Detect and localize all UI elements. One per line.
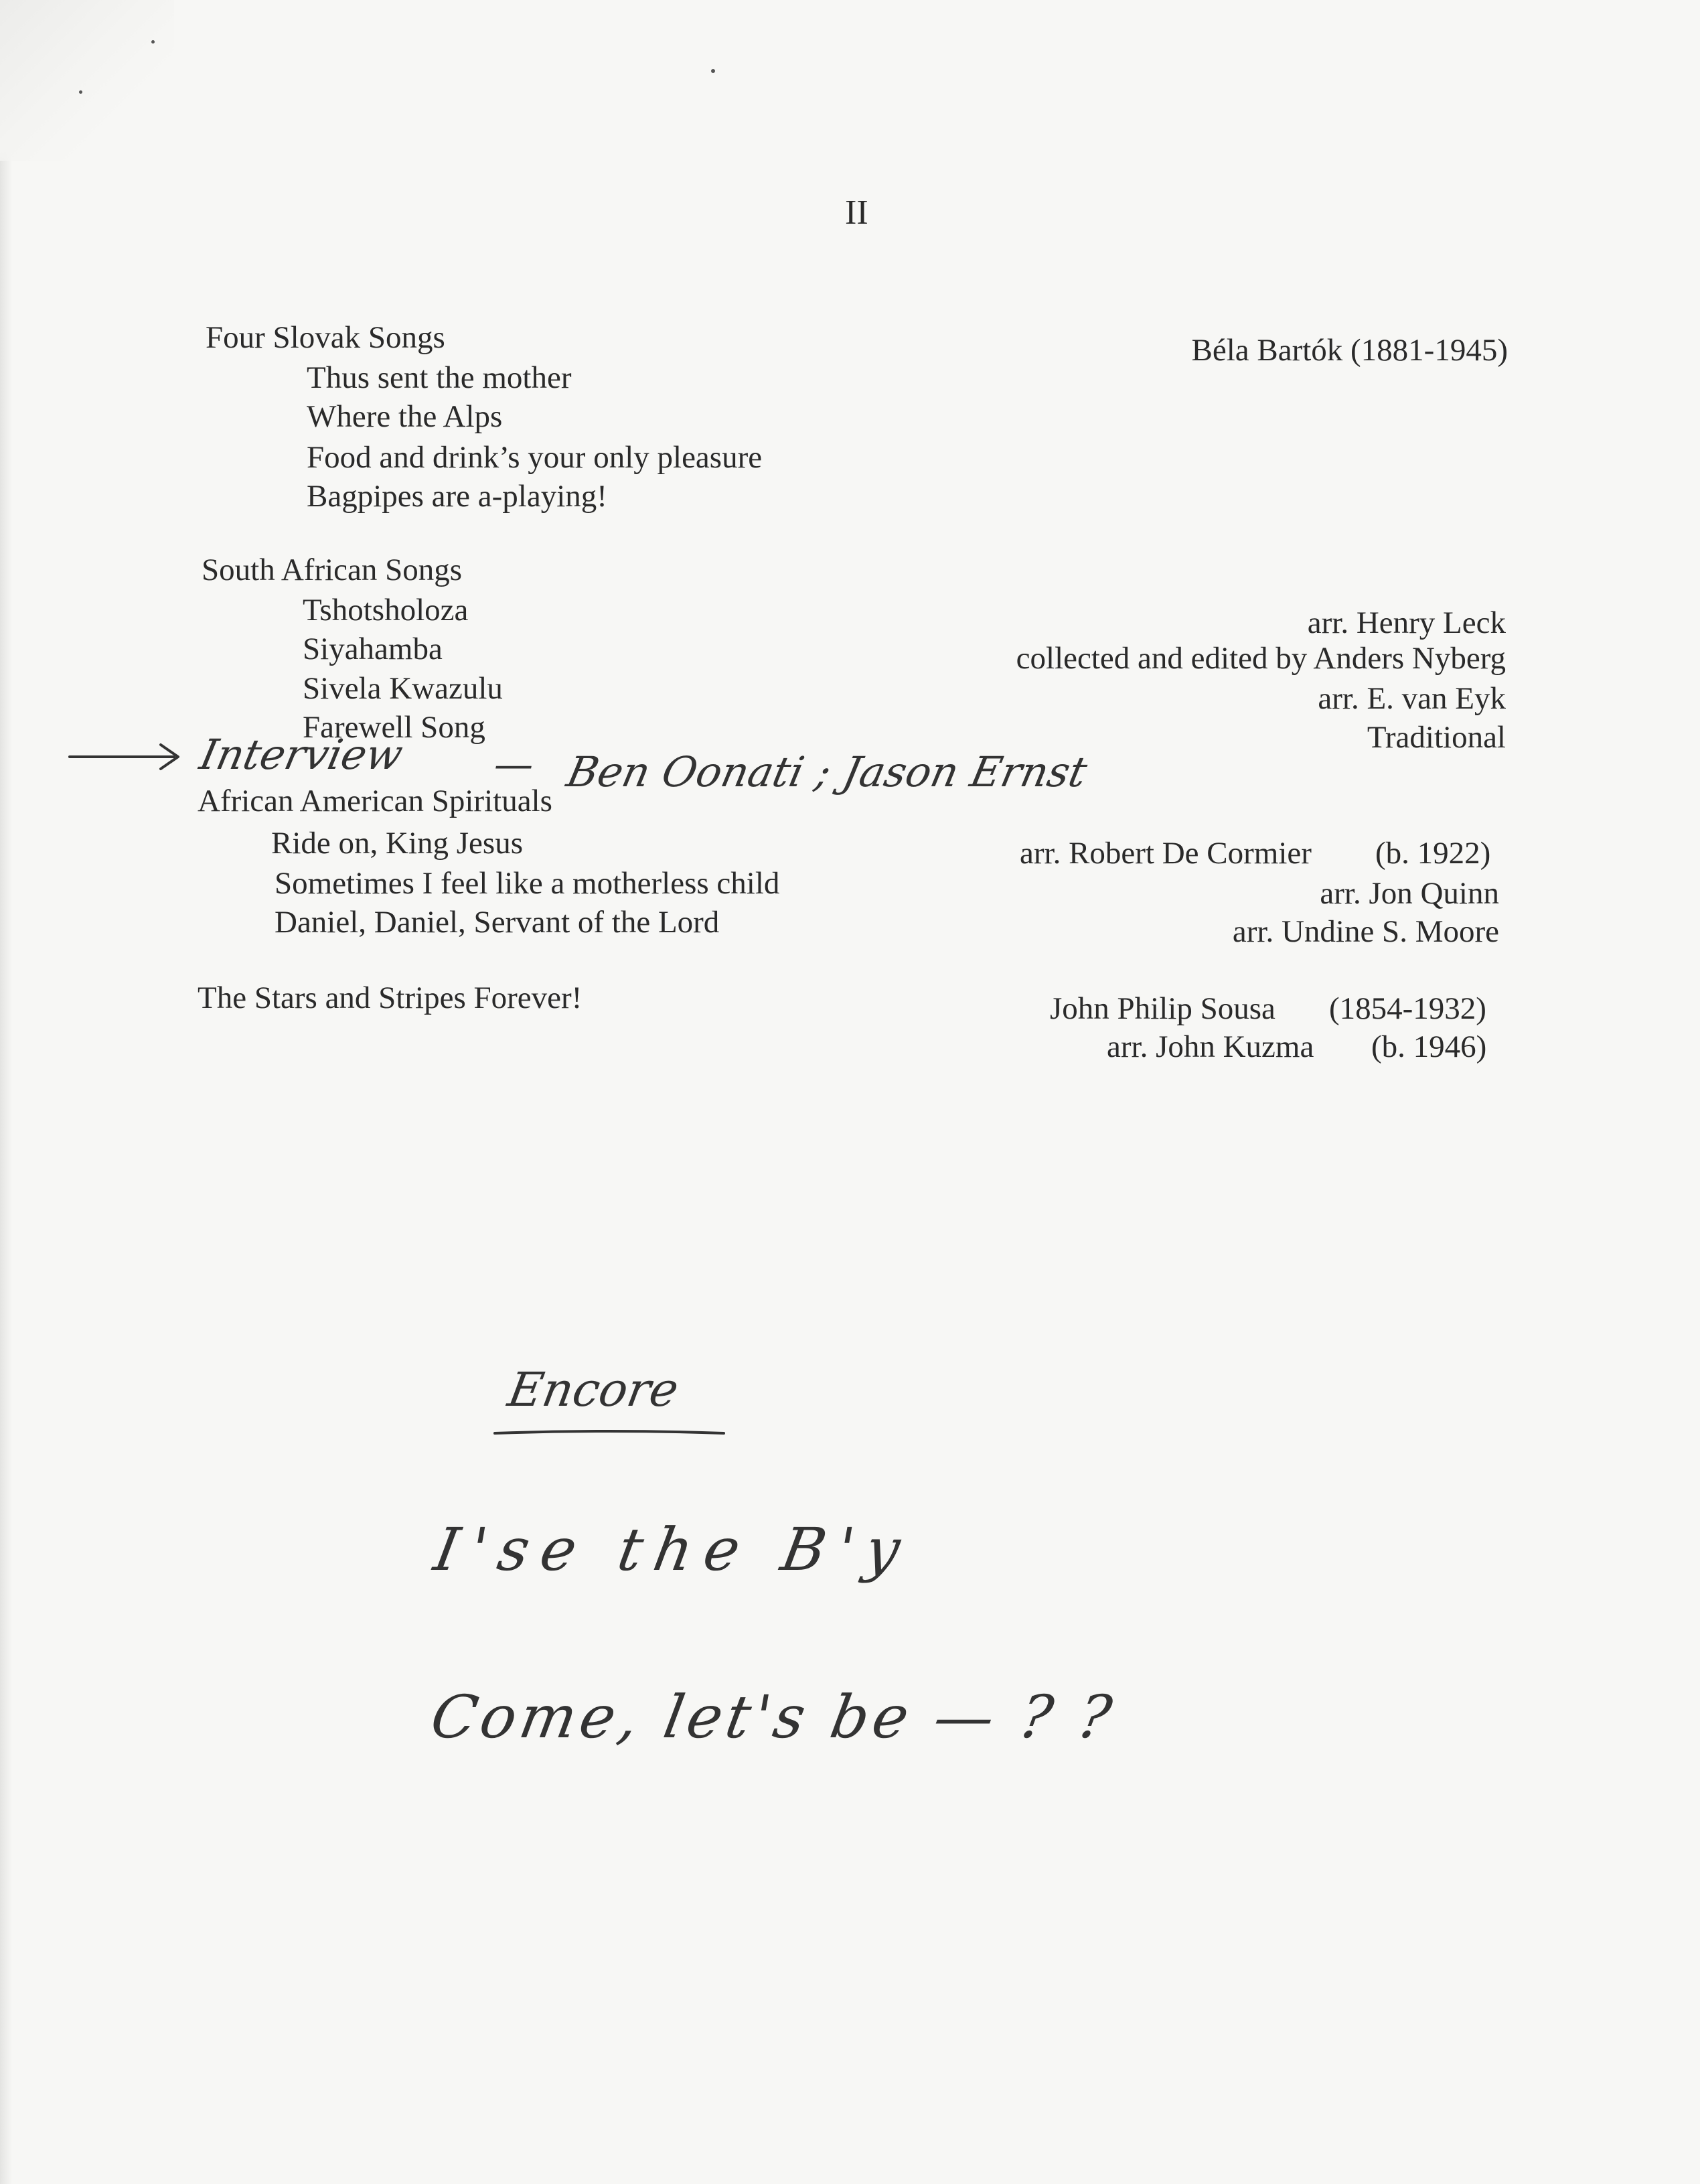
composer-credit: Béla Bartók (1881-1945) bbox=[1191, 333, 1508, 368]
work-movement: Siyahamba bbox=[303, 632, 443, 666]
work-movement: Ride on, King Jesus bbox=[271, 826, 523, 861]
arranger-credit: collected and edited by Anders Nyberg bbox=[1016, 641, 1506, 676]
arranger-credit: arr. Robert De Cormier bbox=[1020, 836, 1312, 871]
work-title: South African Songs bbox=[202, 553, 463, 587]
arranger-credit: arr. Undine S. Moore bbox=[1232, 914, 1499, 949]
arranger-credit: arr. E. van Eyk bbox=[1318, 681, 1506, 716]
arranger-credit: arr. Jon Quinn bbox=[1320, 876, 1499, 911]
work-title: Four Slovak Songs bbox=[206, 320, 445, 355]
paper-edge bbox=[0, 0, 12, 2184]
work-movement: Farewell Song bbox=[303, 710, 485, 745]
arranger-credit: Traditional bbox=[1367, 720, 1506, 755]
handwritten-encore-item: Come, let's be — ? ? bbox=[426, 1682, 1121, 1751]
staple-mark bbox=[79, 90, 82, 94]
encore-underline bbox=[492, 1427, 726, 1440]
arranger-credit: arr. Henry Leck bbox=[1307, 605, 1506, 640]
work-movement: Sivela Kwazulu bbox=[303, 671, 503, 706]
work-movement: Where the Alps bbox=[307, 399, 503, 434]
work-movement: Bagpipes are a-playing! bbox=[307, 479, 607, 514]
handwritten-dash: — bbox=[494, 741, 533, 787]
handwritten-encore-heading: Encore bbox=[504, 1362, 683, 1417]
section-numeral: II bbox=[845, 194, 868, 232]
work-movement: Food and drink’s your only pleasure bbox=[307, 440, 763, 475]
handwritten-names-note: Ben Oonati ; Jason Ernst bbox=[562, 747, 1092, 796]
work-movement: Thus sent the mother bbox=[307, 360, 572, 395]
arranger-credit: arr. John Kuzma bbox=[1107, 1029, 1314, 1064]
handwritten-arrow-icon bbox=[67, 737, 187, 777]
staple-mark bbox=[151, 40, 155, 44]
work-title: African American Spirituals bbox=[198, 784, 552, 818]
composer-credit: John Philip Sousa bbox=[1050, 991, 1276, 1026]
work-movement: Tshotsholoza bbox=[303, 593, 469, 628]
arranger-dates: (b. 1946) bbox=[1371, 1029, 1487, 1064]
paper-speck bbox=[711, 69, 715, 73]
folded-corner bbox=[0, 0, 174, 161]
handwritten-encore-item: I'se the B'y bbox=[429, 1515, 917, 1584]
work-movement: Daniel, Daniel, Servant of the Lord bbox=[275, 905, 720, 940]
arranger-dates: (b. 1922) bbox=[1375, 836, 1491, 871]
work-movement: Sometimes I feel like a motherless child bbox=[275, 866, 780, 901]
composer-dates: (1854-1932) bbox=[1329, 991, 1486, 1026]
handwritten-interview-note: Interview bbox=[196, 730, 408, 779]
work-title: The Stars and Stripes Forever! bbox=[198, 980, 583, 1015]
